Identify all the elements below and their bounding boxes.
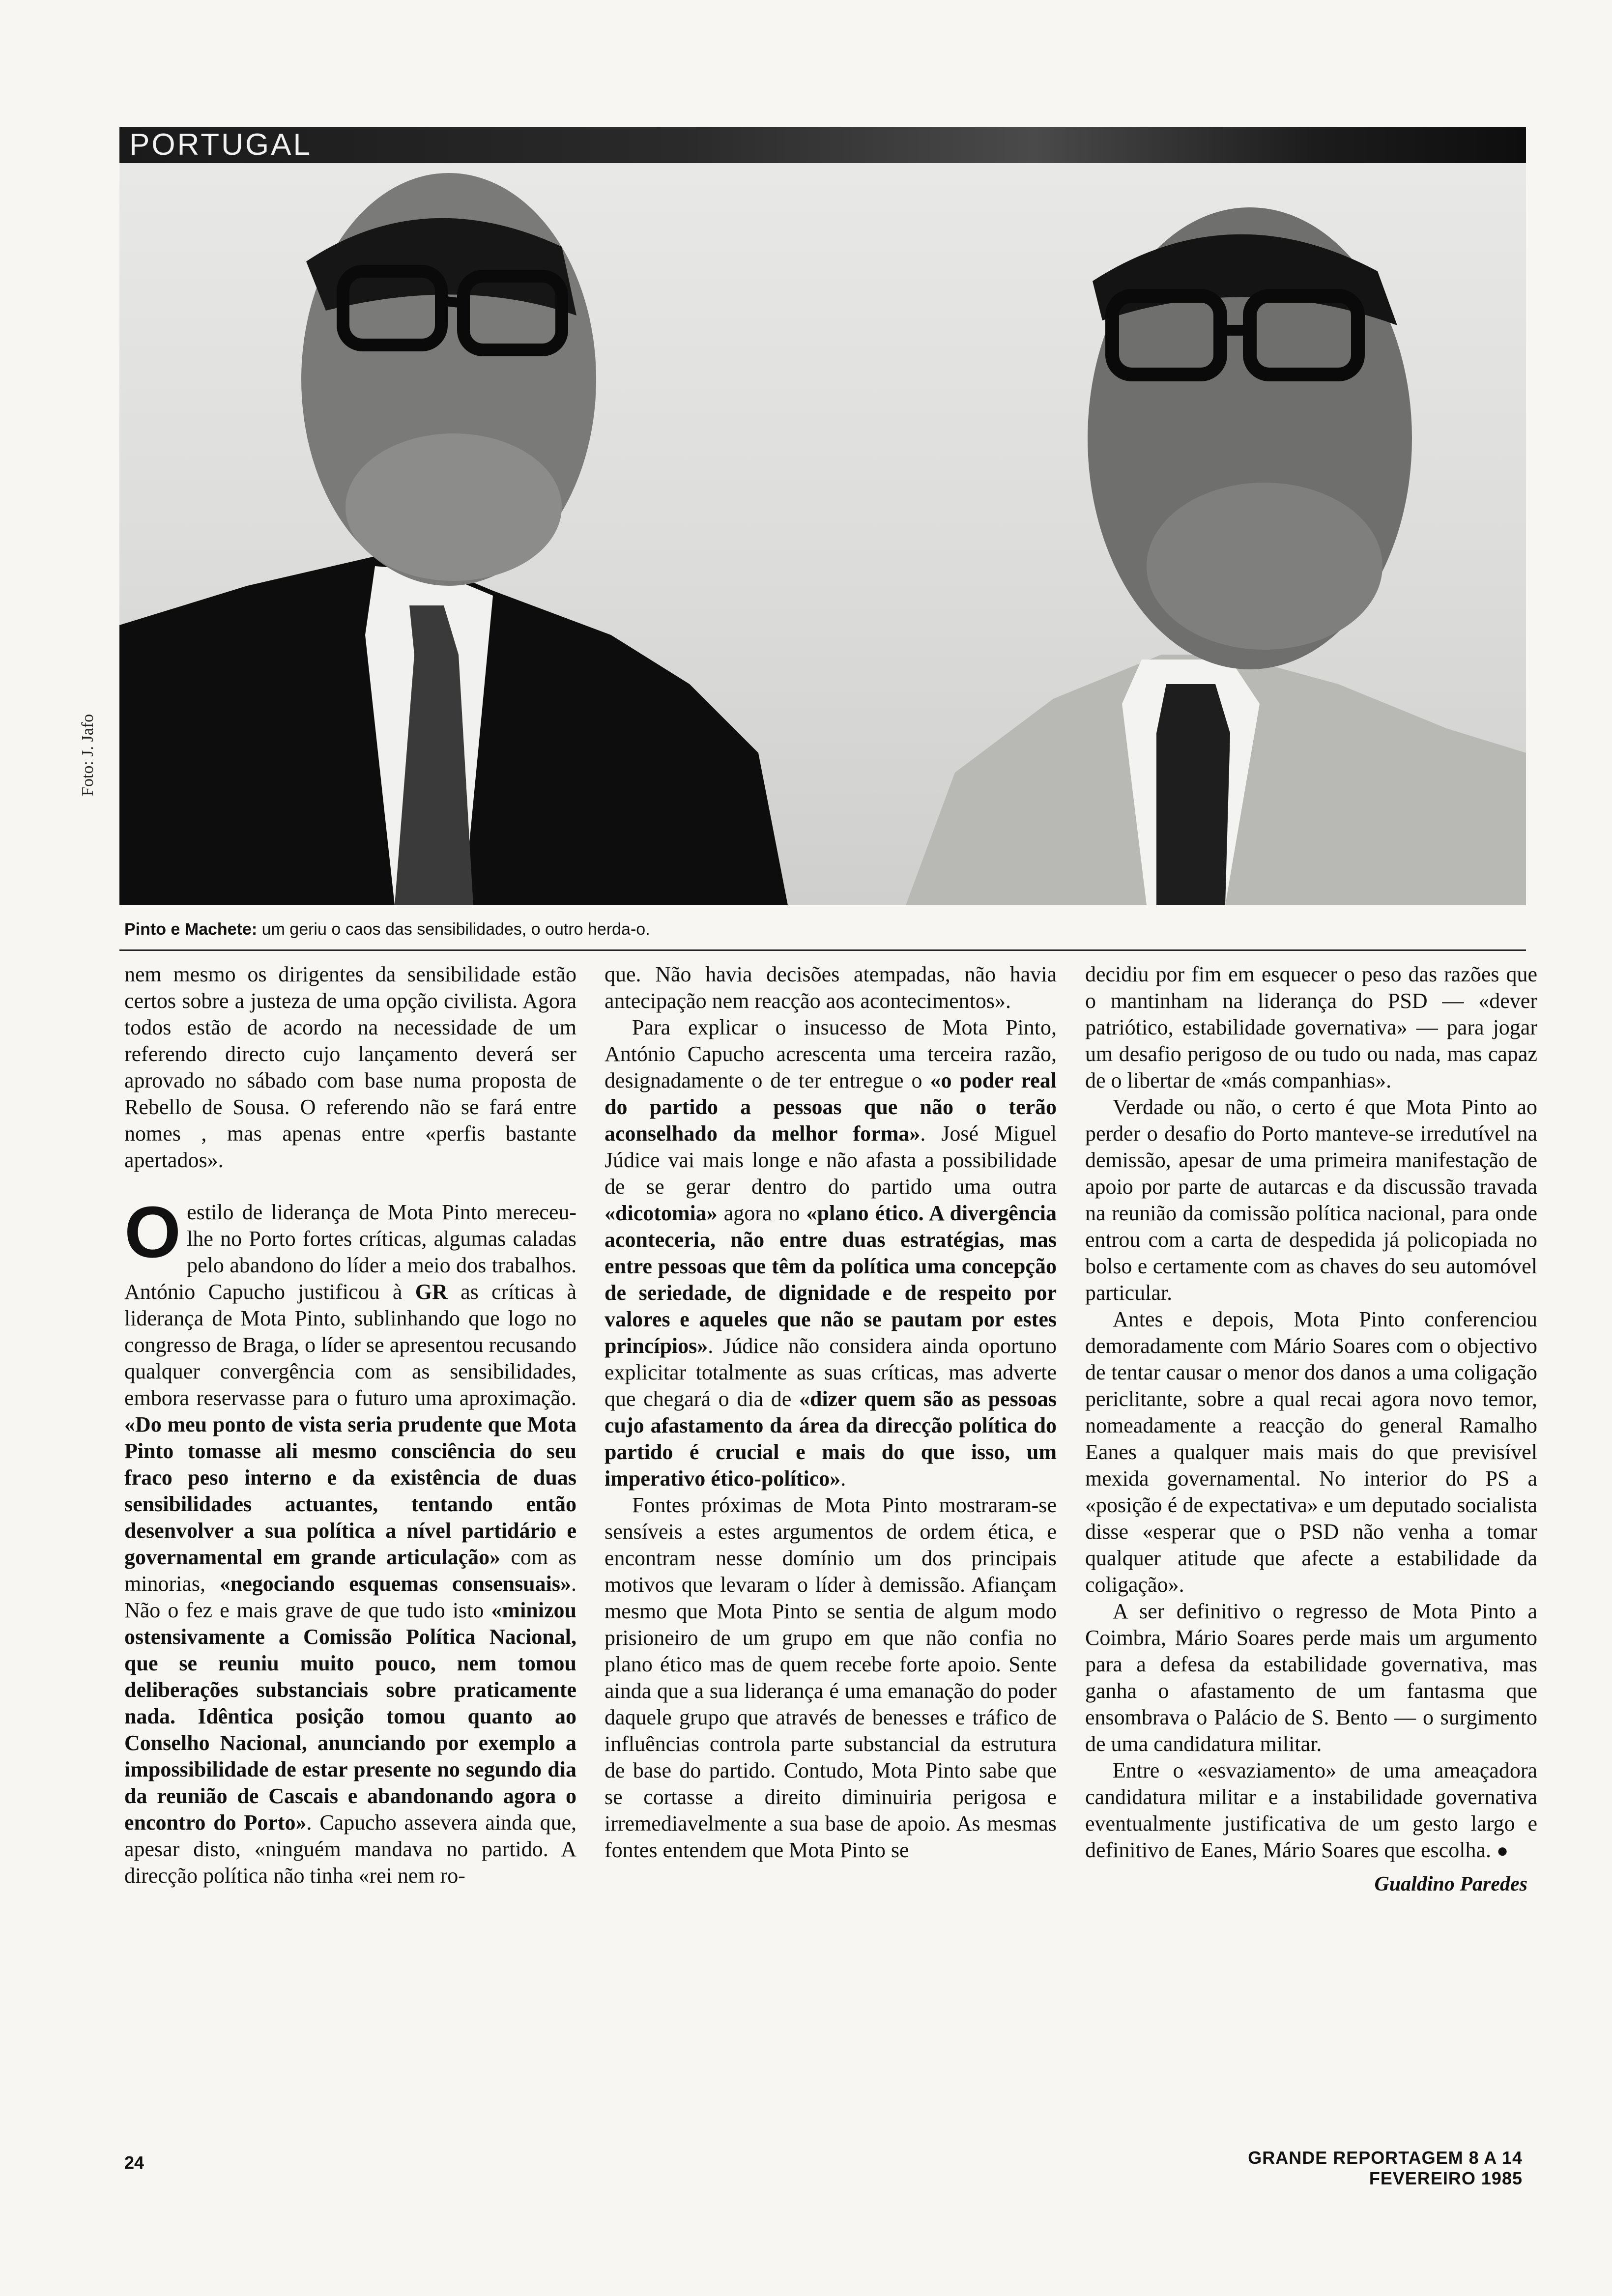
caption-text: um geriu o caos das sensibilidades, o outro herda-o. bbox=[257, 920, 650, 939]
paragraph: Oestilo de liderança de Mota Pinto mereceu-lhe no Porto fortes críticas, algumas caladas pelo abandono do líder a meio dos trabalhos. António Capucho justificou à GR as críticas à liderança de Mota Pinto, sublinhando que logo no congresso de Braga, o líder se apresentou recusando qualquer convergência com as sensibilidades, embora reservasse para o futuro uma aproximação. «Do meu ponto de vista seria prudente que Mota Pinto tomasse ali mesmo consciência do seu fraco peso interno e da existência de duas sensibilidades actuantes, tentando então desenvolver a sua política a nível partidário e governamental em grande articulação» com as minorias, «negociando esquemas consensuais». Não o fez e mais grave de que tudo isto «minizou ostensivamente a Comissão Política Nacional, que se reuniu muito pouco, nem tomou deliberações substanciais sobre praticamente nada. Idêntica posição tomou quanto ao Conselho Nacional, anunciando por exemplo a impossibilidade de estar presente no segundo dia da reunião de Cascais e abandonando agora o encontro do Porto». Capucho assevera ainda que, apesar disto, «ninguém mandava no partido. A direcção política não tinha «rei nem ro- bbox=[124, 1192, 577, 1888]
article-column-3 bbox=[1085, 961, 1537, 1897]
caption-names: Pinto e Machete: bbox=[124, 920, 258, 939]
article-column-2 bbox=[604, 961, 1057, 1864]
paragraph: Antes e depois, Mota Pinto conferenciou demoradamente com Mário Soares com o objectivo de tentar causar o menor dos danos a uma coligação periclitante, sobre a qual recai agora novo temor, nomeadamente a reacção do general Ramalho Eanes a qualquer mais mais do que previsível mexida governamental. No interior do PS a «posição é de expectativa» e um deputado socialista disse «esperar que o PSD não venha a tomar qualquer atitude que afecte a estabilidade da coligação». bbox=[1085, 1307, 1537, 1597]
paragraph: Entre o «esvaziamento» de uma ameaçadora candidatura militar e a instabilidade governativa eventualmente justificativa de um gesto largo e definitivo de Eanes, Mário Soares que escolha. ● bbox=[1085, 1758, 1537, 1862]
page-number: 24 bbox=[124, 2152, 144, 2173]
drop-cap: O bbox=[124, 1192, 181, 1273]
photo-caption bbox=[124, 920, 1500, 939]
paragraph: Para explicar o insucesso de Mota Pinto, António Capucho acrescenta uma terceira razão, designadamente o de ter entregue o «o poder real do partido a pessoas que não o terão aconselhado da melhor forma». José Miguel Júdice vai mais longe e não afasta a possibilidade de se gerar dentro do partido uma outra «dicotomia» agora no «plano ético. A divergência aconteceria, não entre duas estratégias, mas entre pessoas que têm da política uma concepção de seriedade, de dignidade e de respeito por valores e aqueles que não se pautam por estes princípios». Júdice não considera ainda oportuno explicitar totalmente as suas críticas, mas adverte que chegará o dia de «dizer quem são as pessoas cujo afastamento da área da direcção política do partido é crucial e mais do que isso, um imperativo ético-político». bbox=[604, 1015, 1057, 1491]
section-label: PORTUGAL bbox=[129, 128, 312, 162]
end-mark-icon: ● bbox=[1496, 1839, 1509, 1862]
caption-divider bbox=[119, 949, 1526, 951]
paragraph: nem mesmo os dirigentes da sensibilidade estão certos sobre a justeza de uma opção civilista. Agora todos estão de acordo na necessidade de um referendo directo cujo lançamento deverá ser aprovado no sábado com base numa proposta de Rebello de Sousa. O referendo não se fará entre nomes , mas apenas entre «perfis bastante apertados». bbox=[124, 962, 576, 1172]
article-photo bbox=[119, 163, 1526, 905]
paragraph: que. Não havia decisões atempadas, não havia antecipação nem reacção aos acontecimentos». bbox=[604, 962, 1057, 1013]
paragraph: A ser definitivo o regresso de Mota Pinto a Coimbra, Mário Soares perde mais um argumento para a defesa da estabilidade governativa, mas ganha o afastamento de um fantasma que ensombrava o Palácio de S. Bento — o surgimento de uma candidatura militar. bbox=[1085, 1599, 1537, 1756]
section-header-bar bbox=[119, 127, 1526, 163]
paragraph: Fontes próximas de Mota Pinto mostraram-se sensíveis a estes argumentos de ordem ética, e encontram nesse domínio um dos principais motivos que levaram o líder à demissão. Afiançam mesmo que Mota Pinto se sentia de algum modo prisioneiro de um grupo em que não confia no plano ético mas de quem recebe forte apoio. Sente ainda que a sua liderança é uma emanação do poder daquele grupo que através de benesses e tráfico de influências controla parte substancial da estrutura de base do partido. Contudo, Mota Pinto sabe que se cortasse a direito diminuiria perigosa e irremediavelmente a sua base de apoio. As mesmas fontes entendem que Mota Pinto se bbox=[604, 1493, 1057, 1862]
paragraph: Verdade ou não, o certo é que Mota Pinto ao perder o desafio do Porto manteve-se irredutível na demissão, apesar de uma primeira manifestação de apoio por parte de autarcas e da discussão travada na reunião da comissão política nacional, para onde entrou com a carta de despedida já policopiada no bolso e certamente com as chaves do seu automóvel particular. bbox=[1085, 1095, 1537, 1305]
author-signature: Gualdino Paredes bbox=[1374, 1873, 1527, 1895]
photo-credit: Foto: J. Jafo bbox=[79, 714, 97, 796]
article-column-1 bbox=[124, 961, 576, 1889]
publication-info: GRANDE REPORTAGEM 8 A 14 FEVEREIRO 1985 bbox=[1248, 2148, 1523, 2188]
paragraph: decidiu por fim em esquecer o peso das razões que o mantinham na liderança do PSD — «dever patriótico, estabilidade governativa» — para jogar um desafio perigoso de ou tudo ou nada, mas capaz de o libertar de «más companhias». bbox=[1085, 962, 1537, 1092]
photo-illustration bbox=[119, 163, 1526, 905]
